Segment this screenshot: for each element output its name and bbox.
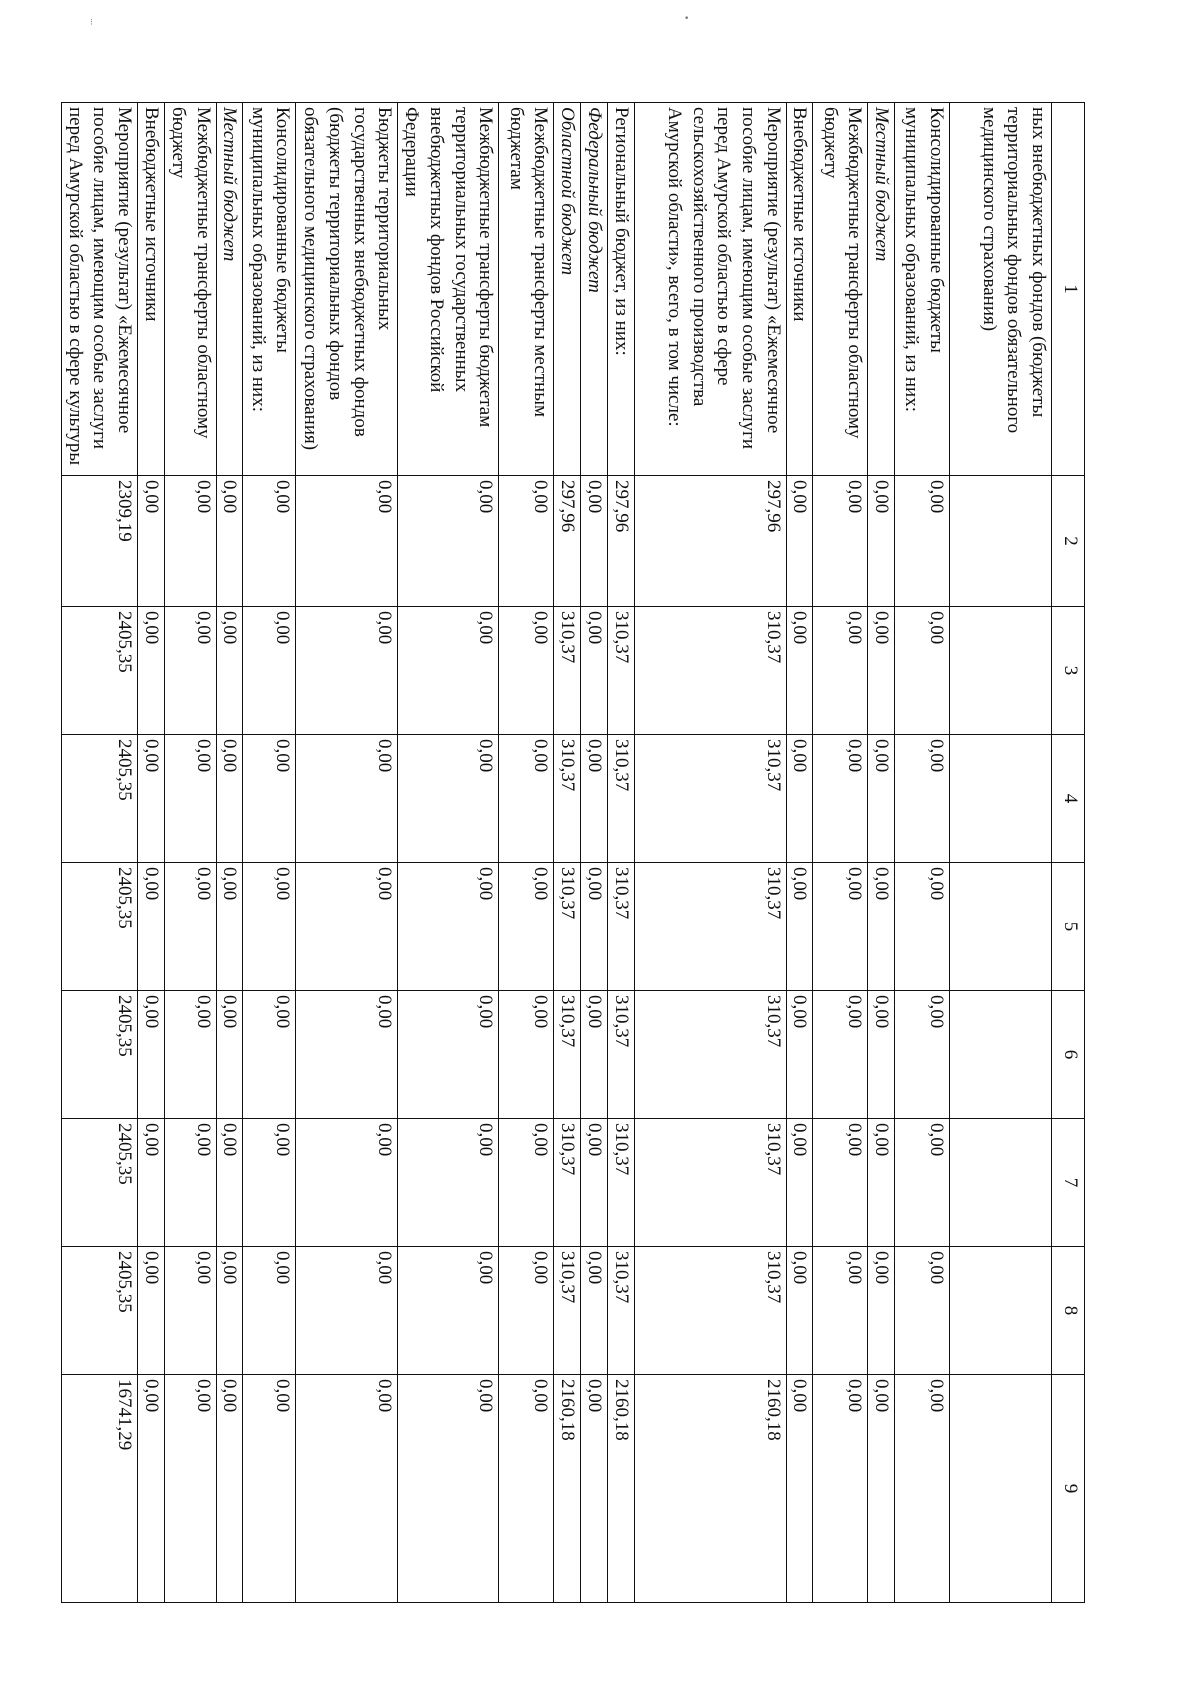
column-header-5: 5 (1052, 863, 1085, 991)
column-header-4: 4 (1052, 735, 1085, 863)
column-header-8: 8 (1052, 1247, 1085, 1375)
value-cell: 0,00 (243, 476, 296, 607)
value-cell: 0,00 (786, 1119, 813, 1247)
value-cell: 0,00 (868, 1375, 895, 1603)
value-cell: 0,00 (813, 1247, 868, 1375)
value-cell: 0,00 (398, 1119, 499, 1247)
value-cell: 0,00 (895, 863, 950, 991)
row-label: Межбюджетные трансферты областному бюджету (813, 103, 868, 476)
value-cell: 0,00 (895, 1247, 950, 1375)
value-cell: 0,00 (499, 607, 554, 735)
table-row (895, 103, 950, 1603)
value-cell: 310,37 (634, 735, 786, 863)
value-cell: 0,00 (138, 1247, 165, 1375)
value-cell: 310,37 (634, 1119, 786, 1247)
value-cell: 0,00 (580, 607, 607, 735)
value-cell: 0,00 (296, 1247, 398, 1375)
value-cell: 0,00 (164, 1247, 216, 1375)
budget-table (61, 102, 1085, 1603)
table-row (243, 103, 296, 1603)
value-cell: 310,37 (607, 607, 634, 735)
value-cell: 0,00 (164, 991, 216, 1119)
value-cell: 2309,19 (62, 476, 138, 607)
value-cell: 0,00 (499, 1375, 554, 1603)
value-cell: 0,00 (398, 735, 499, 863)
value-cell: 0,00 (398, 607, 499, 735)
table-row (554, 103, 581, 1603)
value-cell: 0,00 (398, 991, 499, 1119)
row-label: Федеральный бюджет (580, 103, 607, 476)
value-cell: 0,00 (164, 607, 216, 735)
row-label: Областной бюджет (554, 103, 581, 476)
value-cell: 0,00 (895, 735, 950, 863)
value-cell: 0,00 (786, 735, 813, 863)
value-cell: 0,00 (243, 607, 296, 735)
value-cell (950, 1375, 1052, 1603)
value-cell (950, 1247, 1052, 1375)
value-cell: 0,00 (296, 735, 398, 863)
value-cell (950, 607, 1052, 735)
table-row (607, 103, 634, 1603)
value-cell: 0,00 (580, 735, 607, 863)
value-cell: 0,00 (164, 1119, 216, 1247)
row-label: Межбюджетные трансферты местным бюджетам (499, 103, 554, 476)
value-cell: 310,37 (554, 1247, 581, 1375)
value-cell: 0,00 (786, 863, 813, 991)
value-cell (950, 1119, 1052, 1247)
row-label: ных внебюджетных фондов (бюджеты территориальных фондов обязательного медицинского страхования) (950, 103, 1052, 476)
value-cell: 2160,18 (607, 1375, 634, 1603)
value-cell: 0,00 (138, 735, 165, 863)
value-cell: 0,00 (499, 991, 554, 1119)
value-cell: 0,00 (216, 607, 243, 735)
value-cell: 0,00 (296, 1119, 398, 1247)
value-cell: 0,00 (868, 476, 895, 607)
row-label: Консолидированные бюджеты муниципальных образований, из них: (243, 103, 296, 476)
table-row (138, 103, 165, 1603)
rotated-table-container (64, 102, 1085, 1602)
value-cell (950, 863, 1052, 991)
value-cell: 310,37 (634, 607, 786, 735)
value-cell: 0,00 (499, 476, 554, 607)
value-cell: 0,00 (786, 607, 813, 735)
value-cell: 310,37 (634, 863, 786, 991)
value-cell: 0,00 (813, 991, 868, 1119)
value-cell: 0,00 (296, 863, 398, 991)
value-cell: 310,37 (607, 863, 634, 991)
value-cell: 0,00 (398, 863, 499, 991)
value-cell: 0,00 (216, 863, 243, 991)
value-cell: 0,00 (786, 991, 813, 1119)
value-cell: 0,00 (868, 863, 895, 991)
column-header-2: 2 (1052, 476, 1085, 607)
value-cell: 0,00 (164, 863, 216, 991)
value-cell: 0,00 (895, 1119, 950, 1247)
scan-speck: • (684, 14, 690, 24)
value-cell: 310,37 (607, 1119, 634, 1247)
value-cell: 0,00 (786, 1247, 813, 1375)
value-cell: 0,00 (138, 1375, 165, 1603)
value-cell: 2405,35 (62, 1119, 138, 1247)
value-cell: 0,00 (243, 991, 296, 1119)
table-row (868, 103, 895, 1603)
table-row (499, 103, 554, 1603)
value-cell: 0,00 (138, 476, 165, 607)
scan-speck: ⁝ (90, 18, 93, 28)
value-cell: 310,37 (634, 991, 786, 1119)
value-cell: 0,00 (296, 1375, 398, 1603)
value-cell: 0,00 (499, 735, 554, 863)
value-cell: 0,00 (398, 476, 499, 607)
value-cell: 0,00 (868, 991, 895, 1119)
value-cell: 0,00 (243, 1375, 296, 1603)
value-cell: 0,00 (243, 1119, 296, 1247)
value-cell: 0,00 (216, 476, 243, 607)
table-row (634, 103, 786, 1603)
row-label: Межбюджетные трансферты областному бюджету (164, 103, 216, 476)
value-cell: 2405,35 (62, 735, 138, 863)
value-cell: 0,00 (895, 991, 950, 1119)
value-cell: 297,96 (634, 476, 786, 607)
value-cell: 0,00 (216, 1375, 243, 1603)
table-row (164, 103, 216, 1603)
value-cell: 2405,35 (62, 607, 138, 735)
value-cell: 0,00 (164, 476, 216, 607)
value-cell: 0,00 (813, 1375, 868, 1603)
value-cell: 0,00 (813, 1119, 868, 1247)
value-cell: 0,00 (216, 1247, 243, 1375)
value-cell: 0,00 (813, 863, 868, 991)
value-cell: 297,96 (554, 476, 581, 607)
value-cell: 310,37 (607, 1247, 634, 1375)
table-row (62, 103, 138, 1603)
value-cell: 310,37 (607, 991, 634, 1119)
value-cell: 0,00 (868, 607, 895, 735)
value-cell: 0,00 (164, 1375, 216, 1603)
column-header-6: 6 (1052, 991, 1085, 1119)
value-cell: 310,37 (607, 735, 634, 863)
value-cell: 0,00 (398, 1247, 499, 1375)
value-cell: 2405,35 (62, 991, 138, 1119)
row-label: Региональный бюджет, из них: (607, 103, 634, 476)
table-row (950, 103, 1052, 1603)
table-row (296, 103, 398, 1603)
row-label: Местный бюджет (216, 103, 243, 476)
value-cell: 0,00 (216, 1119, 243, 1247)
value-cell (950, 735, 1052, 863)
row-label: Внебюджетные источники (786, 103, 813, 476)
value-cell: 0,00 (895, 476, 950, 607)
value-cell: 2405,35 (62, 1247, 138, 1375)
value-cell: 0,00 (216, 991, 243, 1119)
value-cell: 0,00 (580, 1119, 607, 1247)
value-cell: 0,00 (895, 1375, 950, 1603)
row-label: Мероприятие (результат) «Ежемесячное пособие лицам, имеющим особые заслуги перед Амурской областью в сфере сельскохозяйственного производства Амурской области», всего, в том числе: (634, 103, 786, 476)
table-row (580, 103, 607, 1603)
value-cell: 0,00 (138, 991, 165, 1119)
row-label: Внебюджетные источники (138, 103, 165, 476)
value-cell: 2160,18 (634, 1375, 786, 1603)
value-cell: 297,96 (607, 476, 634, 607)
value-cell: 2160,18 (554, 1375, 581, 1603)
value-cell: 0,00 (786, 1375, 813, 1603)
value-cell: 0,00 (580, 991, 607, 1119)
row-label: Межбюджетные трансферты бюджетам территориальных государственных внебюджетных фондов Российской Федерации (398, 103, 499, 476)
value-cell: 0,00 (813, 735, 868, 863)
value-cell: 310,37 (554, 607, 581, 735)
value-cell: 0,00 (499, 863, 554, 991)
table-row (786, 103, 813, 1603)
value-cell: 0,00 (296, 607, 398, 735)
value-cell: 0,00 (499, 1247, 554, 1375)
value-cell: 0,00 (243, 1247, 296, 1375)
value-cell: 0,00 (138, 607, 165, 735)
value-cell: 0,00 (895, 607, 950, 735)
value-cell: 0,00 (243, 863, 296, 991)
value-cell: 310,37 (634, 1247, 786, 1375)
table-body (62, 103, 1052, 1603)
value-cell: 0,00 (296, 476, 398, 607)
column-header-9: 9 (1052, 1375, 1085, 1603)
value-cell: 0,00 (243, 735, 296, 863)
value-cell: 0,00 (786, 476, 813, 607)
value-cell: 310,37 (554, 863, 581, 991)
value-cell: 0,00 (138, 863, 165, 991)
value-cell: 0,00 (813, 476, 868, 607)
row-label: Местный бюджет (868, 103, 895, 476)
column-header-1: 1 (1052, 103, 1085, 476)
table-header-row (1052, 103, 1085, 1603)
value-cell: 310,37 (554, 735, 581, 863)
value-cell: 0,00 (580, 1247, 607, 1375)
row-label: Бюджеты территориальных государственных внебюджетных фондов (бюджеты территориальных фондов обязательного медицинского страхования) (296, 103, 398, 476)
row-label: Консолидированные бюджеты муниципальных образований, из них: (895, 103, 950, 476)
value-cell: 0,00 (216, 735, 243, 863)
value-cell: 0,00 (164, 735, 216, 863)
column-header-7: 7 (1052, 1119, 1085, 1247)
value-cell (950, 991, 1052, 1119)
value-cell: 0,00 (580, 476, 607, 607)
value-cell: 0,00 (580, 1375, 607, 1603)
value-cell: 0,00 (868, 735, 895, 863)
row-label: Мероприятие (результат) «Ежемесячное пособие лицам, имеющим особые заслуги перед Амурской областью в сфере культуры (62, 103, 138, 476)
value-cell: 0,00 (398, 1375, 499, 1603)
value-cell: 0,00 (499, 1119, 554, 1247)
table-row (813, 103, 868, 1603)
value-cell: 0,00 (138, 1119, 165, 1247)
value-cell: 0,00 (580, 863, 607, 991)
value-cell: 0,00 (813, 607, 868, 735)
value-cell: 16741,29 (62, 1375, 138, 1603)
value-cell (950, 476, 1052, 607)
column-header-3: 3 (1052, 607, 1085, 735)
value-cell: 0,00 (868, 1119, 895, 1247)
table-row (398, 103, 499, 1603)
value-cell: 2405,35 (62, 863, 138, 991)
table-row (216, 103, 243, 1603)
value-cell: 310,37 (554, 1119, 581, 1247)
value-cell: 0,00 (868, 1247, 895, 1375)
value-cell: 0,00 (296, 991, 398, 1119)
value-cell: 310,37 (554, 991, 581, 1119)
